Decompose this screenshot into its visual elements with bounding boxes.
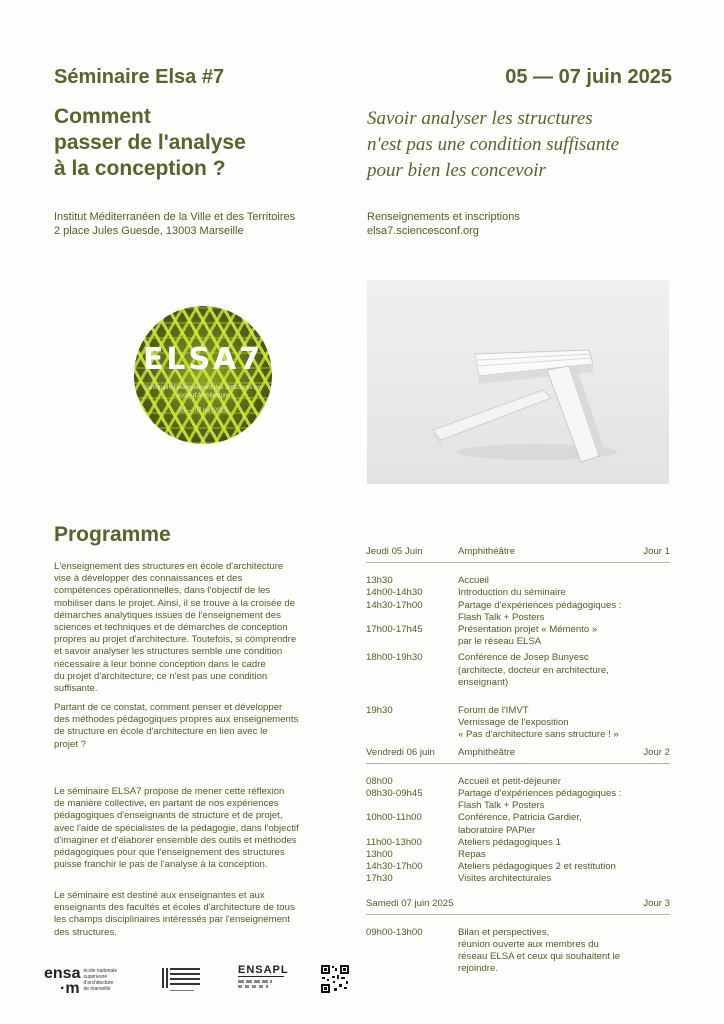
qr-code-icon bbox=[320, 964, 350, 994]
schedule-item: 17h30 Visites architecturales bbox=[366, 873, 552, 885]
schedule-item: 17h00-17h45 Présentation projet « Mémento » par le réseau ELSA bbox=[366, 624, 598, 648]
schedule-item: 10h00-11h00 Conférence, Patricia Gardier, laboratoire PAPier bbox=[366, 812, 582, 836]
logo-title: ELSA7 bbox=[142, 342, 264, 377]
structure-model-photo bbox=[367, 280, 669, 484]
structure-model-illustration bbox=[367, 280, 669, 484]
schedule-item: 19h30 Forum de l'IMVT Vernissage de l'exposition « Pas d'architecture sans structure ! » bbox=[366, 705, 619, 741]
stripes-logo-icon bbox=[160, 966, 202, 994]
schedule-day-header: Jeudi 05 Juin Amphithéâtre Jour 1 bbox=[366, 546, 670, 557]
schedule-item: 08h00 Accueil et petit-déjeuner bbox=[366, 775, 561, 787]
schedule-day-header: Samedi 07 juin 2025 Jour 3 bbox=[366, 897, 670, 909]
ensapl-logo: ENSAPL bbox=[238, 964, 284, 988]
logo-dates: 05 — 07 juin 2025 bbox=[178, 408, 228, 414]
programme-paragraph: Partant de ce constat, comment penser et développer des méthodes pédagogiques propres aux enseignements de structure en école d'architecture en lien avec le projet ? bbox=[54, 702, 299, 750]
schedule-item: 13h00 Repas bbox=[366, 849, 486, 861]
schedule-item: 11h00-13h00 Ateliers pédagogiques 1 bbox=[366, 836, 561, 848]
programme-paragraph: L'enseignement des structures en école d'architecture vise à développer des connaissances et des compétences opérationnelles, dans l'objectif de les mobiliser dans le projet. Ainsi, il se trouve à la croisée de démarches analytiques issues de l'enseignement des sciences et techniques et de démarches de conception propres au projet d'architecture. Toutefois, si comprendre et savoir analyser les structures semble une condition nécessaire à leur bonne conception dans le cadre du projet d'architecture, ce n'est pas une condition suffisante. bbox=[54, 561, 297, 695]
event-dates: 05 — 07 juin 2025 bbox=[505, 66, 672, 88]
ensam-logo: ensa ·m école nationale supérieure d'architecture de marseille bbox=[44, 965, 118, 997]
qr-code[interactable] bbox=[320, 964, 350, 999]
schedule-item: 14h00-14h30 Introduction du séminaire bbox=[366, 587, 566, 599]
schedule-item: 08h30-09h45 Partage d'expériences pédagogiques : Flash Talk + Posters bbox=[366, 788, 622, 812]
schedule-item: 14h30-17h00 Partage d'expériences pédagogiques : Flash Talk + Posters bbox=[366, 599, 622, 623]
elsa7-logo bbox=[134, 306, 272, 444]
divider bbox=[366, 562, 670, 563]
schedule-item: 14h30-17h00 Ateliers pédagogiques 2 et restitution bbox=[366, 861, 616, 873]
schedule bbox=[366, 546, 670, 976]
schedule-item: 09h00-13h00 Bilan et perspectives, réunion ouverte aux membres du réseau ELSA et ceux qui souhaitent le rejoindre. bbox=[366, 926, 621, 975]
programme-paragraph: Le séminaire est destiné aux enseignantes et aux enseignants des facultés et écoles d'architecture de tous les champs disciplinaires intéressés par l'enseignement des structures. bbox=[54, 890, 295, 938]
event-question: Comment passer de l'analyse à la conception ? bbox=[54, 105, 246, 180]
event-title: Séminaire Elsa #7 bbox=[54, 66, 225, 88]
divider bbox=[366, 763, 670, 764]
logo-subtitle: Séminaire Enseignement des Structures en école d'Architecture bbox=[145, 385, 261, 399]
schedule-item: 18h00-19h30 Conférence de Josep Bunyesc (architecte, docteur en architecture, enseignant) bbox=[366, 652, 609, 688]
divider bbox=[366, 914, 670, 915]
event-tagline: Savoir analyser les structures n'est pas une condition suffisante pour bien les concevoir bbox=[367, 108, 620, 181]
schedule-day-header: Vendredi 06 juin Amphithéâtre Jour 2 bbox=[366, 746, 670, 758]
registration-info: Renseignements et inscriptions elsa7.sciencesconf.org bbox=[367, 211, 520, 237]
registration-link[interactable]: elsa7.sciencesconf.org bbox=[367, 225, 479, 237]
schedule-item: 13h30 Accueil bbox=[366, 575, 489, 587]
programme-paragraph: Le séminaire ELSA7 propose de mener cette réflexion de manière collective, en partant de nos expériences pédagogiques d'enseignants de structure et de projet, avec l'aide de spécialistes de la pédagogie, dans l'objectif d'imaginer et d'élaborer ensemble des outils et méthodes pédagogiques pour que l'enseignement des structures puisse franchir le pas de l'analyse à la conception. bbox=[54, 786, 299, 871]
programme-title: Programme bbox=[54, 523, 171, 546]
institution-logo bbox=[160, 966, 202, 999]
venue-address: Institut Méditerranéen de la Ville et des Territoires 2 place Jules Guesde, 13003 Marseille bbox=[54, 211, 296, 237]
